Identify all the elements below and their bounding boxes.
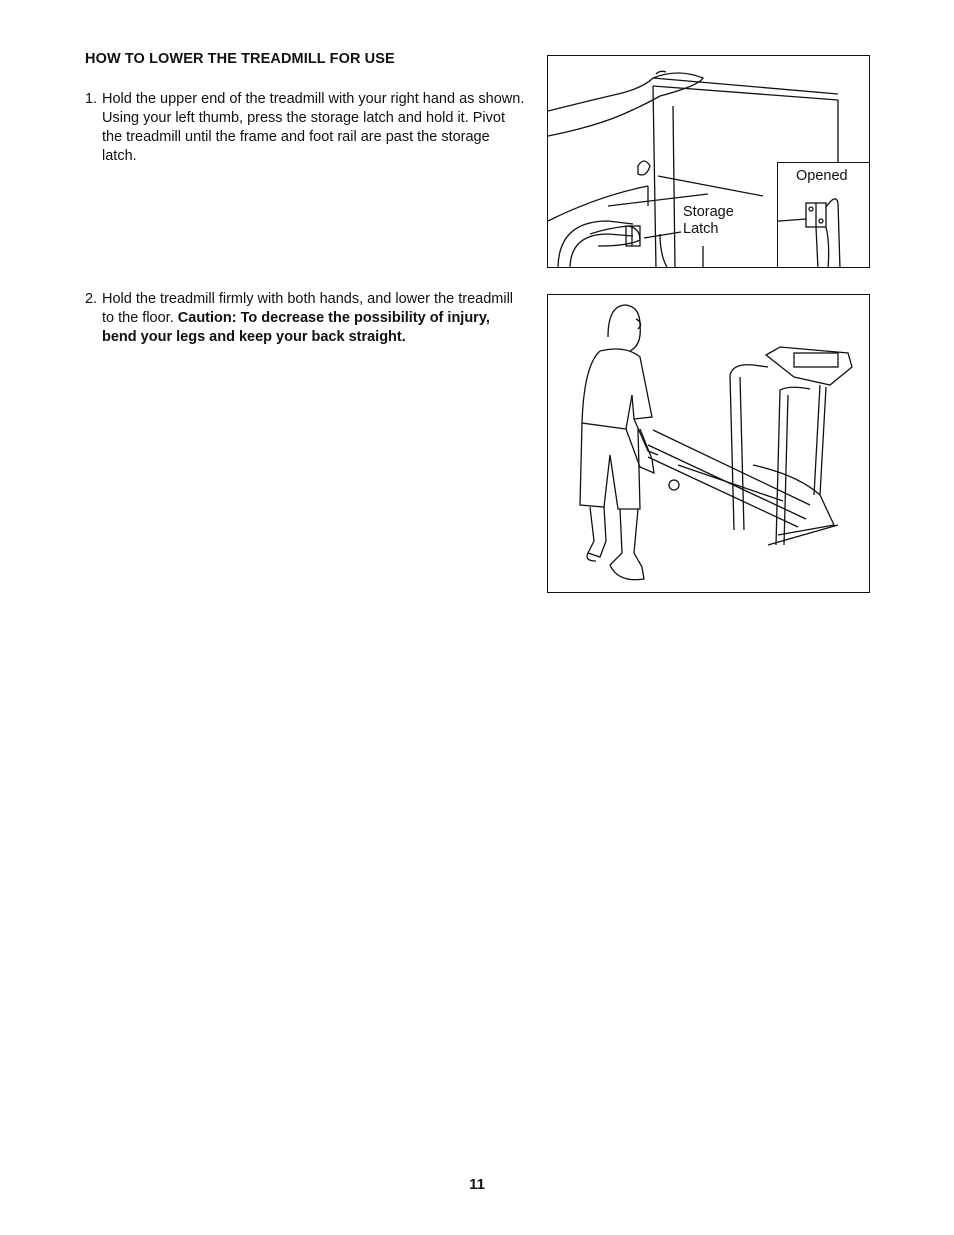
step-text: [102, 90, 525, 166]
storage-latch-callout: Storage Latch: [683, 204, 734, 237]
lowering-treadmill-illustration: [548, 295, 870, 593]
figure-storage-latch: [547, 55, 870, 268]
instruction-step-2: [85, 290, 525, 347]
figure-lowering-treadmill: [547, 294, 870, 593]
step-number: 2.: [85, 291, 98, 307]
section-heading: HOW TO LOWER THE TREADMILL FOR USE: [85, 51, 395, 67]
step-instruction: Hold the treadmill firmly with both hands, and lower the treadmill to the floor.: [102, 291, 514, 326]
opened-inset-label: Opened: [796, 168, 848, 184]
step-instruction: Hold the upper end of the treadmill with your right hand as shown. Using your left thumb, press the storage latch and hold it. Pivot the treadmill until the frame and foot rail are past the storage latch.: [102, 91, 525, 164]
step-number: 1.: [85, 91, 98, 107]
page-number: 11: [469, 1176, 485, 1193]
instruction-step-1: [85, 90, 525, 166]
step-text: [102, 290, 525, 347]
caution-text: Caution: To decrease the possibility of injury, bend your legs and keep your back straight.: [102, 310, 490, 345]
